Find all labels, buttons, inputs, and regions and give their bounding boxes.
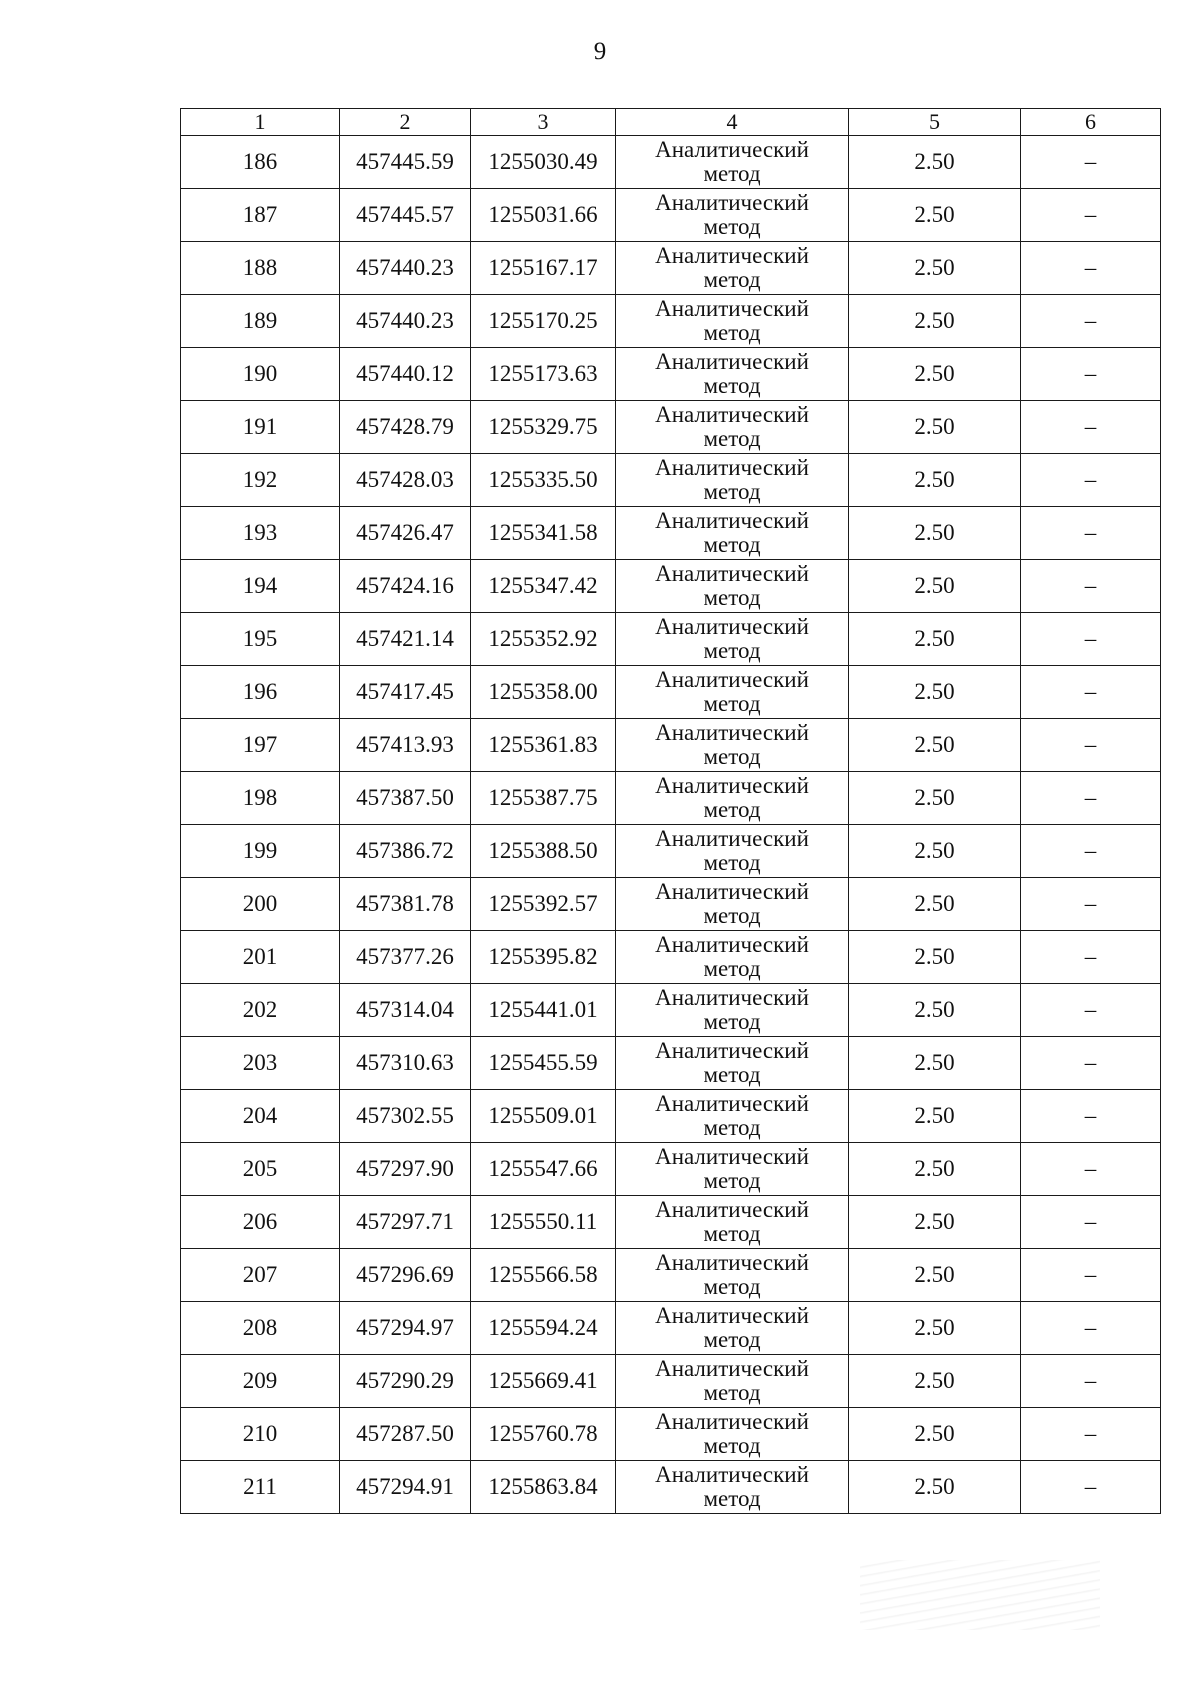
method-line-2: метод — [703, 532, 761, 557]
scan-artifact — [860, 1560, 1100, 1630]
method-cell — [616, 984, 849, 1037]
x-coordinate-cell: 457302.55 — [340, 1090, 471, 1143]
method-line-1: Аналитический — [655, 985, 809, 1010]
note-cell: – — [1021, 1196, 1161, 1249]
method-line-2: метод — [703, 1274, 761, 1299]
x-coordinate-cell: 457440.23 — [340, 242, 471, 295]
method-cell — [616, 507, 849, 560]
method-line-1: Аналитический — [655, 879, 809, 904]
y-coordinate-cell: 1255395.82 — [471, 931, 616, 984]
note-cell: – — [1021, 1461, 1161, 1514]
x-coordinate-cell: 457445.57 — [340, 189, 471, 242]
note-cell: – — [1021, 1143, 1161, 1196]
y-coordinate-cell: 1255594.24 — [471, 1302, 616, 1355]
accuracy-cell: 2.50 — [849, 1143, 1021, 1196]
method-line-2: метод — [703, 1221, 761, 1246]
y-coordinate-cell: 1255566.58 — [471, 1249, 616, 1302]
method-cell — [616, 1037, 849, 1090]
note-cell: – — [1021, 189, 1161, 242]
note-cell: – — [1021, 560, 1161, 613]
y-coordinate-cell: 1255455.59 — [471, 1037, 616, 1090]
accuracy-cell: 2.50 — [849, 825, 1021, 878]
method-cell — [616, 1461, 849, 1514]
accuracy-cell: 2.50 — [849, 242, 1021, 295]
y-coordinate-cell: 1255170.25 — [471, 295, 616, 348]
table-row — [181, 295, 1161, 348]
method-line-1: Аналитический — [655, 1038, 809, 1063]
x-coordinate-cell: 457377.26 — [340, 931, 471, 984]
y-coordinate-cell: 1255335.50 — [471, 454, 616, 507]
table-row — [181, 560, 1161, 613]
accuracy-cell: 2.50 — [849, 1090, 1021, 1143]
y-coordinate-cell: 1255031.66 — [471, 189, 616, 242]
method-line-2: метод — [703, 426, 761, 451]
note-cell: – — [1021, 666, 1161, 719]
accuracy-cell: 2.50 — [849, 1249, 1021, 1302]
note-cell: – — [1021, 878, 1161, 931]
note-cell: – — [1021, 825, 1161, 878]
method-line-2: метод — [703, 479, 761, 504]
x-coordinate-cell: 457445.59 — [340, 136, 471, 189]
accuracy-cell: 2.50 — [849, 719, 1021, 772]
point-number-cell: 188 — [181, 242, 340, 295]
accuracy-cell: 2.50 — [849, 666, 1021, 719]
note-cell: – — [1021, 1355, 1161, 1408]
point-number-cell: 192 — [181, 454, 340, 507]
header-row — [181, 109, 1161, 136]
y-coordinate-cell: 1255387.75 — [471, 772, 616, 825]
point-number-cell: 199 — [181, 825, 340, 878]
method-line-2: метод — [703, 1486, 761, 1511]
method-cell — [616, 613, 849, 666]
note-cell: – — [1021, 454, 1161, 507]
method-line-2: метод — [703, 1168, 761, 1193]
column-header: 3 — [471, 109, 616, 136]
method-line-2: метод — [703, 691, 761, 716]
page-number: 9 — [593, 38, 607, 65]
y-coordinate-cell: 1255863.84 — [471, 1461, 616, 1514]
x-coordinate-cell: 457440.23 — [340, 295, 471, 348]
column-header: 1 — [181, 109, 340, 136]
method-line-1: Аналитический — [655, 1303, 809, 1328]
point-number-cell: 210 — [181, 1408, 340, 1461]
table-row — [181, 984, 1161, 1037]
method-line-1: Аналитический — [655, 349, 809, 374]
table-row — [181, 772, 1161, 825]
accuracy-cell: 2.50 — [849, 772, 1021, 825]
x-coordinate-cell: 457296.69 — [340, 1249, 471, 1302]
method-line-1: Аналитический — [655, 1250, 809, 1275]
method-line-2: метод — [703, 744, 761, 769]
table-row — [181, 1196, 1161, 1249]
method-line-2: метод — [703, 797, 761, 822]
x-coordinate-cell: 457310.63 — [340, 1037, 471, 1090]
method-line-2: метод — [703, 214, 761, 239]
method-cell — [616, 878, 849, 931]
table-row — [181, 1143, 1161, 1196]
method-cell — [616, 560, 849, 613]
x-coordinate-cell: 457413.93 — [340, 719, 471, 772]
method-line-1: Аналитический — [655, 1409, 809, 1434]
x-coordinate-cell: 457297.90 — [340, 1143, 471, 1196]
point-number-cell: 186 — [181, 136, 340, 189]
note-cell: – — [1021, 1408, 1161, 1461]
method-cell — [616, 136, 849, 189]
y-coordinate-cell: 1255392.57 — [471, 878, 616, 931]
y-coordinate-cell: 1255550.11 — [471, 1196, 616, 1249]
y-coordinate-cell: 1255547.66 — [471, 1143, 616, 1196]
method-cell — [616, 242, 849, 295]
method-line-1: Аналитический — [655, 296, 809, 321]
x-coordinate-cell: 457426.47 — [340, 507, 471, 560]
method-line-2: метод — [703, 373, 761, 398]
point-number-cell: 211 — [181, 1461, 340, 1514]
point-number-cell: 204 — [181, 1090, 340, 1143]
point-number-cell: 209 — [181, 1355, 340, 1408]
y-coordinate-cell: 1255352.92 — [471, 613, 616, 666]
x-coordinate-cell: 457381.78 — [340, 878, 471, 931]
method-cell — [616, 719, 849, 772]
note-cell: – — [1021, 719, 1161, 772]
x-coordinate-cell: 457287.50 — [340, 1408, 471, 1461]
point-number-cell: 203 — [181, 1037, 340, 1090]
method-line-1: Аналитический — [655, 402, 809, 427]
method-cell — [616, 1249, 849, 1302]
table-row — [181, 242, 1161, 295]
method-cell — [616, 1355, 849, 1408]
y-coordinate-cell: 1255509.01 — [471, 1090, 616, 1143]
note-cell: – — [1021, 1037, 1161, 1090]
point-number-cell: 191 — [181, 401, 340, 454]
note-cell: – — [1021, 772, 1161, 825]
method-line-1: Аналитический — [655, 1356, 809, 1381]
accuracy-cell: 2.50 — [849, 984, 1021, 1037]
method-line-1: Аналитический — [655, 773, 809, 798]
method-line-2: метод — [703, 1380, 761, 1405]
table-row — [181, 1037, 1161, 1090]
accuracy-cell: 2.50 — [849, 348, 1021, 401]
coordinates-table — [180, 108, 1161, 1514]
accuracy-cell: 2.50 — [849, 295, 1021, 348]
accuracy-cell: 2.50 — [849, 401, 1021, 454]
method-cell — [616, 295, 849, 348]
table-row — [181, 401, 1161, 454]
note-cell: – — [1021, 1249, 1161, 1302]
x-coordinate-cell: 457417.45 — [340, 666, 471, 719]
y-coordinate-cell: 1255760.78 — [471, 1408, 616, 1461]
method-line-2: метод — [703, 956, 761, 981]
method-line-1: Аналитический — [655, 455, 809, 480]
method-line-2: метод — [703, 638, 761, 663]
table-row — [181, 666, 1161, 719]
method-line-2: метод — [703, 161, 761, 186]
accuracy-cell: 2.50 — [849, 560, 1021, 613]
point-number-cell: 187 — [181, 189, 340, 242]
method-cell — [616, 772, 849, 825]
method-line-1: Аналитический — [655, 667, 809, 692]
accuracy-cell: 2.50 — [849, 189, 1021, 242]
accuracy-cell: 2.50 — [849, 1302, 1021, 1355]
table-row — [181, 454, 1161, 507]
note-cell: – — [1021, 401, 1161, 454]
accuracy-cell: 2.50 — [849, 507, 1021, 560]
y-coordinate-cell: 1255030.49 — [471, 136, 616, 189]
table-row — [181, 1249, 1161, 1302]
method-line-2: метод — [703, 1009, 761, 1034]
method-cell — [616, 825, 849, 878]
method-line-1: Аналитический — [655, 508, 809, 533]
table-row — [181, 189, 1161, 242]
column-header: 4 — [616, 109, 849, 136]
point-number-cell: 201 — [181, 931, 340, 984]
note-cell: – — [1021, 931, 1161, 984]
method-line-1: Аналитический — [655, 561, 809, 586]
method-cell — [616, 1302, 849, 1355]
method-line-1: Аналитический — [655, 826, 809, 851]
table-row — [181, 613, 1161, 666]
accuracy-cell: 2.50 — [849, 1461, 1021, 1514]
table-row — [181, 507, 1161, 560]
method-line-1: Аналитический — [655, 720, 809, 745]
point-number-cell: 206 — [181, 1196, 340, 1249]
x-coordinate-cell: 457294.97 — [340, 1302, 471, 1355]
point-number-cell: 200 — [181, 878, 340, 931]
note-cell: – — [1021, 295, 1161, 348]
note-cell: – — [1021, 136, 1161, 189]
point-number-cell: 198 — [181, 772, 340, 825]
point-number-cell: 202 — [181, 984, 340, 1037]
accuracy-cell: 2.50 — [849, 931, 1021, 984]
y-coordinate-cell: 1255167.17 — [471, 242, 616, 295]
x-coordinate-cell: 457290.29 — [340, 1355, 471, 1408]
note-cell: – — [1021, 242, 1161, 295]
accuracy-cell: 2.50 — [849, 1037, 1021, 1090]
point-number-cell: 189 — [181, 295, 340, 348]
method-line-2: метод — [703, 1433, 761, 1458]
method-cell — [616, 189, 849, 242]
table-row — [181, 1461, 1161, 1514]
method-cell — [616, 1408, 849, 1461]
x-coordinate-cell: 457440.12 — [340, 348, 471, 401]
method-line-1: Аналитический — [655, 1144, 809, 1169]
point-number-cell: 207 — [181, 1249, 340, 1302]
method-line-2: метод — [703, 320, 761, 345]
y-coordinate-cell: 1255347.42 — [471, 560, 616, 613]
method-cell — [616, 348, 849, 401]
note-cell: – — [1021, 1090, 1161, 1143]
table-row — [181, 1355, 1161, 1408]
method-line-1: Аналитический — [655, 137, 809, 162]
point-number-cell: 197 — [181, 719, 340, 772]
x-coordinate-cell: 457314.04 — [340, 984, 471, 1037]
x-coordinate-cell: 457421.14 — [340, 613, 471, 666]
x-coordinate-cell: 457424.16 — [340, 560, 471, 613]
method-cell — [616, 1196, 849, 1249]
x-coordinate-cell: 457428.03 — [340, 454, 471, 507]
table-row — [181, 136, 1161, 189]
accuracy-cell: 2.50 — [849, 454, 1021, 507]
accuracy-cell: 2.50 — [849, 878, 1021, 931]
note-cell: – — [1021, 1302, 1161, 1355]
method-line-2: метод — [703, 850, 761, 875]
point-number-cell: 193 — [181, 507, 340, 560]
method-line-1: Аналитический — [655, 932, 809, 957]
point-number-cell: 205 — [181, 1143, 340, 1196]
point-number-cell: 195 — [181, 613, 340, 666]
accuracy-cell: 2.50 — [849, 1196, 1021, 1249]
method-line-1: Аналитический — [655, 1091, 809, 1116]
method-line-1: Аналитический — [655, 243, 809, 268]
method-line-1: Аналитический — [655, 614, 809, 639]
method-cell — [616, 1143, 849, 1196]
x-coordinate-cell: 457297.71 — [340, 1196, 471, 1249]
table-row — [181, 1408, 1161, 1461]
y-coordinate-cell: 1255341.58 — [471, 507, 616, 560]
point-number-cell: 208 — [181, 1302, 340, 1355]
note-cell: – — [1021, 348, 1161, 401]
y-coordinate-cell: 1255173.63 — [471, 348, 616, 401]
y-coordinate-cell: 1255388.50 — [471, 825, 616, 878]
method-cell — [616, 401, 849, 454]
accuracy-cell: 2.50 — [849, 136, 1021, 189]
point-number-cell: 190 — [181, 348, 340, 401]
table-row — [181, 1090, 1161, 1143]
y-coordinate-cell: 1255669.41 — [471, 1355, 616, 1408]
table-body — [181, 136, 1161, 1514]
table-row — [181, 931, 1161, 984]
note-cell: – — [1021, 507, 1161, 560]
table-row — [181, 878, 1161, 931]
accuracy-cell: 2.50 — [849, 613, 1021, 666]
column-header: 5 — [849, 109, 1021, 136]
note-cell: – — [1021, 613, 1161, 666]
method-line-2: метод — [703, 1062, 761, 1087]
y-coordinate-cell: 1255441.01 — [471, 984, 616, 1037]
method-cell — [616, 1090, 849, 1143]
point-number-cell: 196 — [181, 666, 340, 719]
x-coordinate-cell: 457294.91 — [340, 1461, 471, 1514]
method-line-2: метод — [703, 585, 761, 610]
method-cell — [616, 666, 849, 719]
method-line-2: метод — [703, 903, 761, 928]
x-coordinate-cell: 457428.79 — [340, 401, 471, 454]
y-coordinate-cell: 1255329.75 — [471, 401, 616, 454]
note-cell: – — [1021, 984, 1161, 1037]
method-line-1: Аналитический — [655, 1197, 809, 1222]
column-header: 6 — [1021, 109, 1161, 136]
method-line-2: метод — [703, 267, 761, 292]
accuracy-cell: 2.50 — [849, 1355, 1021, 1408]
method-line-2: метод — [703, 1327, 761, 1352]
x-coordinate-cell: 457386.72 — [340, 825, 471, 878]
accuracy-cell: 2.50 — [849, 1408, 1021, 1461]
column-header: 2 — [340, 109, 471, 136]
x-coordinate-cell: 457387.50 — [340, 772, 471, 825]
y-coordinate-cell: 1255358.00 — [471, 666, 616, 719]
table-row — [181, 1302, 1161, 1355]
table-row — [181, 825, 1161, 878]
method-line-1: Аналитический — [655, 190, 809, 215]
table-row — [181, 348, 1161, 401]
point-number-cell: 194 — [181, 560, 340, 613]
method-line-2: метод — [703, 1115, 761, 1140]
table-row — [181, 719, 1161, 772]
method-line-1: Аналитический — [655, 1462, 809, 1487]
y-coordinate-cell: 1255361.83 — [471, 719, 616, 772]
method-cell — [616, 454, 849, 507]
method-cell — [616, 931, 849, 984]
